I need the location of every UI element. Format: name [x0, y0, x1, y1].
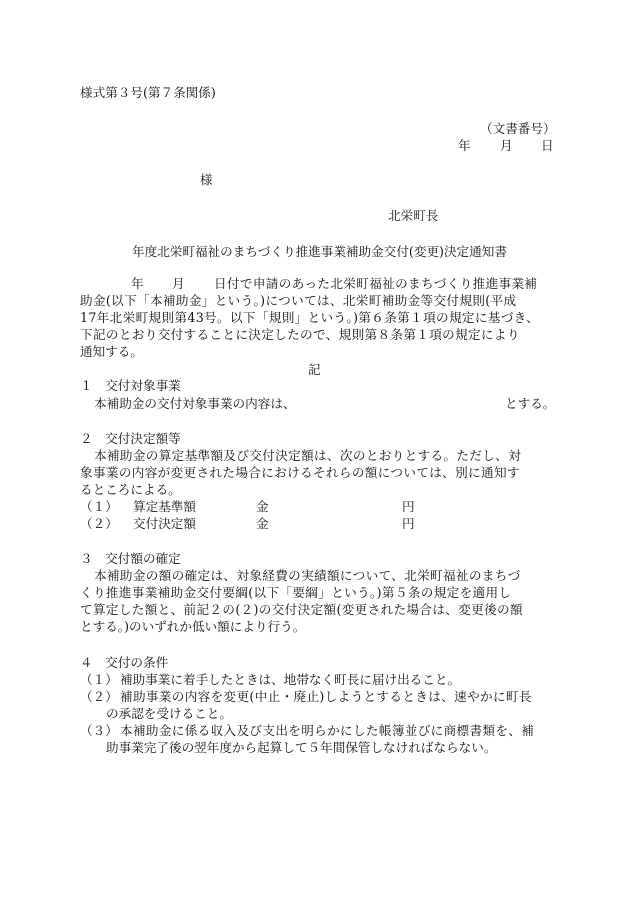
section-2-heading: ２ 交付決定額等 — [80, 431, 181, 446]
section-2-line-2: 象事業の内容が変更された場合におけるそれらの額については、別に通知す — [80, 465, 520, 480]
section-3-line-4: とする。)のいずれか低い額により行う。 — [80, 619, 306, 634]
condition-number: （１） — [80, 672, 118, 687]
section-2-line-1: 本補助金の算定基準額及び交付決定額は、次のとおりとする。ただし、対 — [94, 448, 522, 463]
amount-row-yen: 円 — [402, 499, 415, 514]
document-title: 年度北栄町福祉のまちづくり推進事業補助金交付(変更)決定通知書 — [132, 244, 507, 259]
intro-line-4: 下記のとおり交付することに決定したので、規則第８条第１項の規定により — [80, 327, 520, 342]
condition-text-continued: 助事業完了後の翌年度から起算して５年間保管しなければならない。 — [106, 740, 497, 755]
ki-heading: 記 — [308, 362, 321, 377]
sender-name: 北栄町長 — [388, 208, 439, 223]
amount-row-number: （１） — [80, 499, 118, 514]
document-number: （文書番号） — [480, 121, 556, 136]
amount-row-label: 交付決定額 — [133, 516, 196, 531]
intro-line-2: 助金(以下「本補助金」という。)については、北栄町補助金等交付規則(平成 — [80, 293, 517, 308]
date-day: 日 — [541, 138, 554, 153]
section-4-heading: ４ 交付の条件 — [80, 655, 169, 670]
intro-line-3: 17年北栄町規則第43号。以下「規則」という。)第６条第１項の規定に基づき、 — [80, 310, 540, 325]
section-1-heading: １ 交付対象事業 — [80, 378, 181, 393]
section-2-line-3: るところによる。 — [80, 482, 181, 497]
condition-text: 補助事業の内容を変更(中止・廃止)しようとするときは、速やかに町長 — [120, 689, 532, 704]
condition-text-continued: の承認を受けること。 — [106, 706, 232, 721]
section-3-line-2: くり推進事業補助金交付要綱(以下「要綱」という。)第５条の規定を適用し — [80, 585, 512, 600]
amount-row-kin: 金 — [256, 516, 269, 531]
addressee-suffix: 様 — [200, 172, 213, 187]
intro-month: 月 — [172, 276, 185, 291]
amount-row-kin: 金 — [256, 499, 269, 514]
condition-text: 本補助金に係る収入及び支出を明らかにした帳簿並びに商標書類を、補 — [120, 723, 535, 738]
date-year: 年 — [458, 138, 471, 153]
form-label: 様式第３号(第７条関係) — [80, 85, 216, 100]
amount-row-number: （２） — [80, 516, 118, 531]
date-month: 月 — [500, 138, 513, 153]
section-1-body: 本補助金の交付対象事業の内容は、 — [94, 396, 296, 411]
condition-text: 補助事業に着手したときは、地帯なく町長に届け出ること。 — [120, 672, 461, 687]
amount-row-label: 算定基準額 — [133, 499, 196, 514]
intro-line-5: 通知する。 — [80, 344, 143, 359]
intro-line-1: 日付で申請のあった北栄町福祉のまちづくり推進事業補 — [214, 276, 538, 291]
section-3-line-3: て算定した額と、前記２の(２)の交付決定額(変更された場合は、変更後の額 — [80, 602, 523, 617]
section-3-heading: ３ 交付額の確定 — [80, 551, 181, 566]
condition-number: （３） — [80, 723, 118, 738]
condition-number: （２） — [80, 689, 118, 704]
section-1-suffix: とする。 — [505, 396, 556, 411]
section-3-line-1: 本補助金の額の確定は、対象経費の実績額について、北栄町福祉のまちづ — [94, 568, 521, 583]
intro-year: 年 — [131, 276, 144, 291]
amount-row-yen: 円 — [402, 516, 415, 531]
